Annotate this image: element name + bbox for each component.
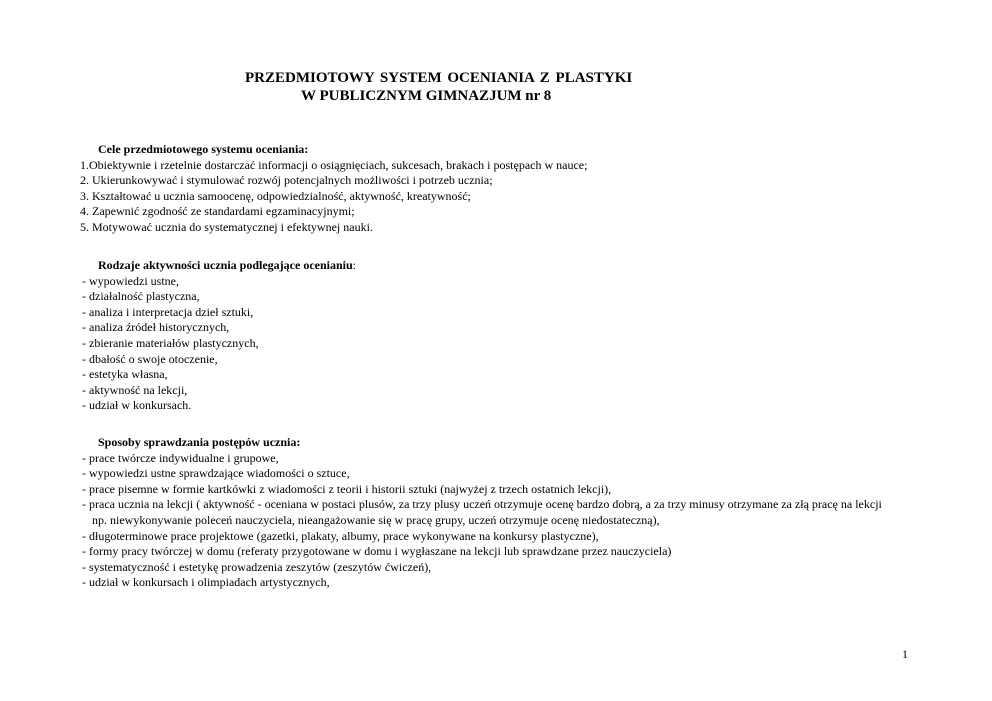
list-item: 3. Kształtować u ucznia samoocenę, odpowiedzialność, aktywność, kreatywność; [80,188,471,203]
list-item: - prace twórcze indywidualne i grupowe, [82,450,279,465]
activities-section [82,258,962,414]
list-item: 5. Motywować ucznia do systematycznej i efektywnej nauki. [80,219,373,234]
list-item: - działalność plastyczna, [82,289,200,304]
list-item: 2. Ukierunkowywać i stymulować rozwój potencjalnych możliwości i potrzeb ucznia; [80,173,493,188]
list-item: - formy pracy twórczej w domu (referaty przygotowane w domu i wygłaszane na lekcji lub sprawdzane przez nauczyciela) [82,544,672,559]
methods-section [82,435,962,591]
page-title [245,69,632,105]
title-line-2: W PUBLICZNYM GIMNAZJUM nr 8 [301,88,552,104]
list-item: - analiza i interpretacja dzieł sztuki, [82,304,254,319]
list-item: - aktywność na lekcji, [82,382,188,397]
methods-list [82,451,962,591]
list-item: - analiza źródeł historycznych, [82,320,230,335]
page-number: 1 [902,647,908,661]
list-item: - praca ucznia na lekcji ( aktywność - oceniana w postaci plusów, za trzy plusy uczeń otrzymuje ocenę bardzo dobrą, a za trzy minusy otrzymane za złą pracę na lekcji np. niewykonywanie poleceń nauczyciela, nieangażowanie się w pracę grupy, uczeń otrzymuje ocenę niedostateczną), [82,497,882,527]
list-item: - estetyka własna, [82,367,168,382]
methods-heading: Sposoby sprawdzania postępów ucznia: [98,435,301,449]
list-item: - udział w konkursach i olimpiadach artystycznych, [82,575,330,590]
activities-heading [82,258,962,274]
activities-heading-text: Rodzaje aktywności ucznia podlegające ocenianiu [98,258,353,272]
goals-list [80,158,962,236]
list-item: - zbieranie materiałów plastycznych, [82,335,259,350]
list-item: - wypowiedzi ustne, [82,273,179,288]
list-item: - wypowiedzi ustne sprawdzające wiadomości o sztuce, [82,466,350,481]
goals-section [82,142,962,236]
list-item: 4. Zapewnić zgodność ze standardami egzaminacyjnymi; [80,204,355,219]
list-item: - długoterminowe prace projektowe (gazetki, plakaty, albumy, prace wykonywane na konkursy plastyczne), [82,528,599,543]
list-item: - systematyczność i estetykę prowadzenia zeszytów (zeszytów ćwiczeń), [82,559,432,574]
title-line-1: PRZEDMIOTOWY SYSTEM OCENIANIA Z PLASTYKI [245,70,633,86]
activities-heading-colon: : [352,258,357,272]
list-item: - dbałość o swoje otoczenie, [82,351,218,366]
list-item: - prace pisemne w formie kartkówki z wiadomości z teorii i historii sztuki (najwyżej z trzech ostatnich lekcji), [82,481,612,496]
list-item: 1.Obiektywnie i rzetelnie dostarczać informacji o osiągnięciach, sukcesach, brakach i postępach w nauce; [80,157,588,172]
goals-heading: Cele przedmiotowego systemu oceniania: [98,142,309,156]
activities-list [82,274,962,414]
list-item: - udział w konkursach. [82,398,192,413]
